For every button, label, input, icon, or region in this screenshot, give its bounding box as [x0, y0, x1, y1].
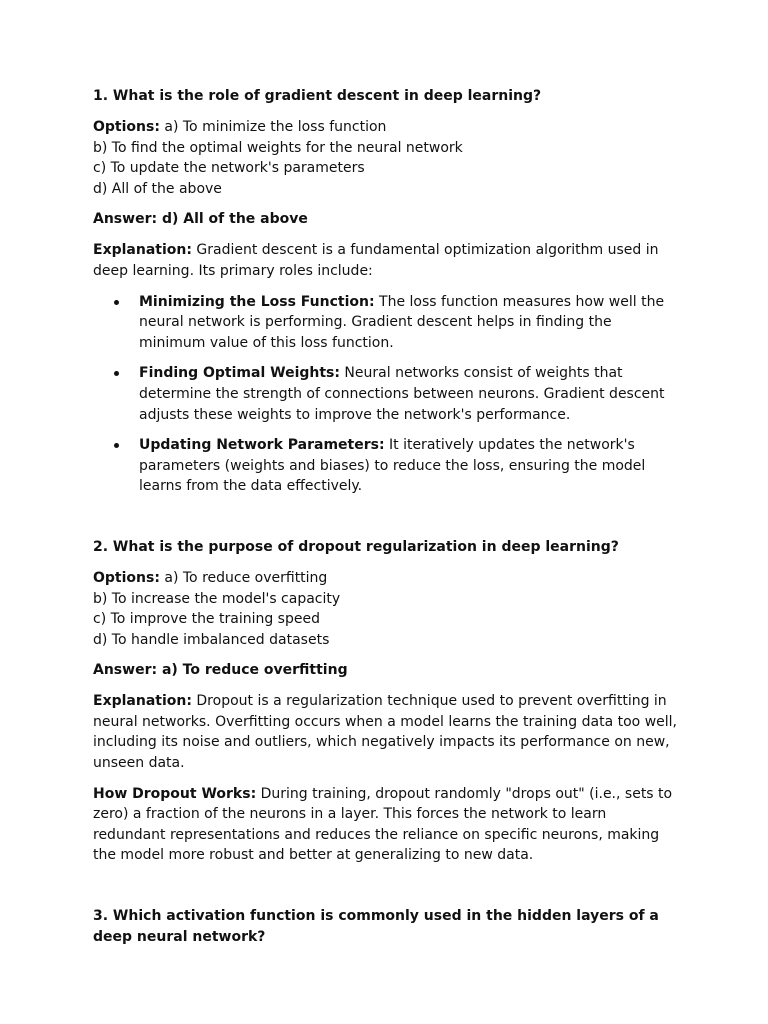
question-1-options — [93, 117, 678, 199]
option-c: c) To improve the training speed — [93, 611, 320, 628]
option-a: Options: a) To minimize the loss function — [93, 119, 387, 135]
question-1-bullet-list — [93, 292, 678, 497]
options-label: Options: — [93, 569, 160, 586]
section-spacer — [93, 876, 678, 906]
section-spacer — [93, 507, 678, 537]
explanation-label: Explanation: — [93, 242, 192, 259]
list-item: Updating Network Parameters: It iteratively updates the network's parameters (weights and biases) to reduce the loss, ensuring the model learns from the data effectively. — [93, 435, 678, 497]
how-label: How Dropout Works: — [93, 785, 257, 802]
options-label: Options: — [93, 119, 160, 135]
question-1-answer: Answer: d) All of the above — [93, 211, 308, 228]
question-2-answer: Answer: a) To reduce overfitting — [93, 662, 348, 679]
option-b: b) To increase the model's capacity — [93, 590, 341, 607]
option-c: c) To update the network's parameters — [93, 160, 365, 177]
explanation-label: Explanation: — [93, 693, 192, 710]
option-d: d) To handle imbalanced datasets — [93, 631, 330, 648]
question-2-title: 2. What is the purpose of dropout regularization in deep learning? — [93, 538, 619, 555]
option-b: b) To find the optimal weights for the neural network — [93, 139, 463, 156]
question-3-title: 3. Which activation function is commonly used in the hidden layers of a deep neural network? — [93, 908, 659, 946]
question-1-title: 1. What is the role of gradient descent in deep learning? — [93, 88, 542, 104]
bullet-icon — [114, 300, 119, 305]
question-2-options — [93, 568, 678, 650]
question-1-explanation: Explanation: Gradient descent is a fundamental optimization algorithm used in deep learning. Its primary roles include: — [93, 242, 659, 279]
option-d: d) All of the above — [93, 180, 222, 197]
document-page — [93, 86, 678, 958]
list-item: Finding Optimal Weights: Neural networks consist of weights that determine the strength of connections between neurons. Gradient descent adjusts these weights to improve the network's performance. — [93, 363, 678, 425]
question-2-how-it-works: How Dropout Works: During training, dropout randomly "drops out" (i.e., sets to zero) a fraction of the neurons in a layer. This forces the network to learn redundant representations and reduces the reliance on specific neurons, making the model more robust and better at generalizing to new data. — [93, 785, 673, 864]
question-2-explanation: Explanation: Dropout is a regularization technique used to prevent overfitting in neural networks. Overfitting occurs when a model learns the training data too well, including its noise and outliers, which negatively impacts its performance on new, unseen data. — [93, 693, 677, 772]
bullet-icon — [114, 443, 119, 448]
list-item: Minimizing the Loss Function: The loss function measures how well the neural network is performing. Gradient descent helps in finding the minimum value of this loss function. — [93, 292, 678, 354]
option-a: Options: a) To reduce overfitting — [93, 569, 328, 586]
bullet-icon — [114, 371, 119, 376]
